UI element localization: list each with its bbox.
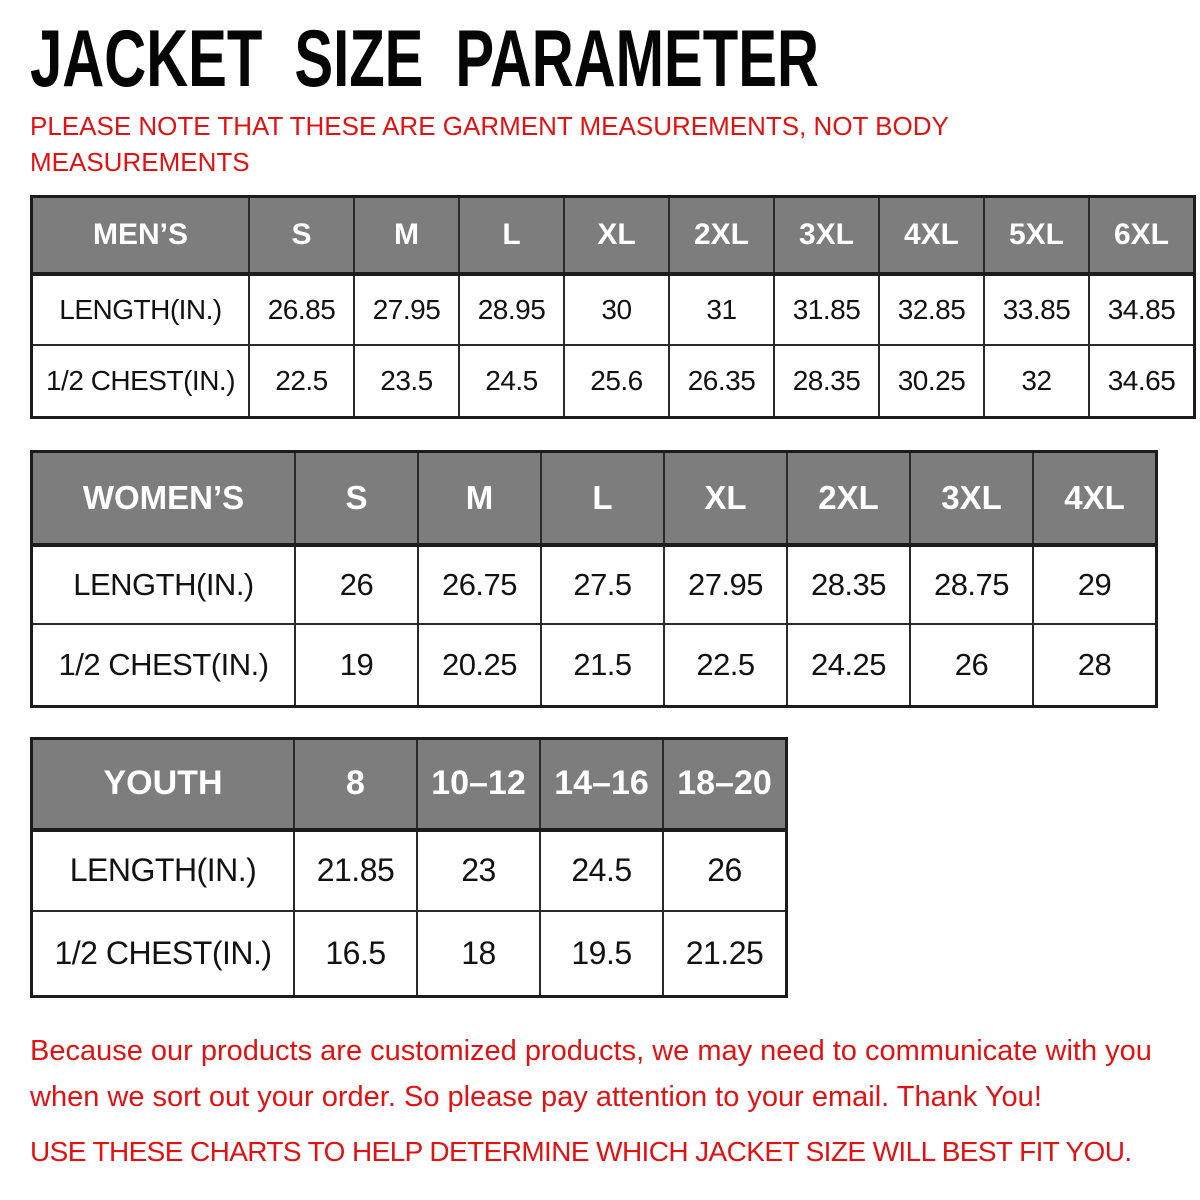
measurement-value-cell: 34.65 [1089, 345, 1195, 418]
measurement-value-cell: 21.5 [541, 624, 664, 707]
size-header-cell: 10–12 [417, 739, 540, 830]
size-header-cell: L [541, 452, 664, 545]
measurement-value-cell: 21.85 [294, 830, 417, 911]
size-header-cell: XL [664, 452, 787, 545]
measurement-value-cell: 26.35 [669, 345, 774, 418]
row-label-cell: LENGTH(IN.) [32, 830, 295, 911]
row-label-cell: LENGTH(IN.) [32, 274, 250, 345]
size-header-cell: 2XL [787, 452, 910, 545]
note-line-1: PLEASE NOTE THAT THESE ARE GARMENT MEASUREMENTS, NOT BODY [30, 111, 949, 141]
measurement-value-cell: 24.25 [787, 624, 910, 707]
measurement-value-cell: 28.35 [774, 345, 879, 418]
measurement-value-cell: 33.85 [984, 274, 1089, 345]
measurement-value-cell: 23.5 [354, 345, 459, 418]
size-header-cell: XL [564, 197, 669, 274]
size-header-cell: L [459, 197, 564, 274]
size-header-cell: M [354, 197, 459, 274]
size-header-cell: 5XL [984, 197, 1089, 274]
measurement-value-cell: 18 [417, 911, 540, 997]
measurement-value-cell: 32 [984, 345, 1089, 418]
measurement-value-cell: 28.35 [787, 545, 910, 624]
size-header-cell: 2XL [669, 197, 774, 274]
size-header-cell: 4XL [1033, 452, 1157, 545]
size-header-cell: 4XL [879, 197, 984, 274]
table-row [32, 911, 787, 997]
measurement-value-cell: 26 [295, 545, 418, 624]
measurement-value-cell: 28.75 [910, 545, 1033, 624]
customization-notice-line-1: Because our products are customized products, we may need to communicate with you [30, 1035, 1152, 1067]
youth-size-table [30, 737, 788, 998]
measurement-value-cell: 32.85 [879, 274, 984, 345]
size-header-cell: 8 [294, 739, 417, 830]
measurement-value-cell: 26 [910, 624, 1033, 707]
measurement-value-cell: 31.85 [774, 274, 879, 345]
size-header-cell: M [418, 452, 541, 545]
measurement-value-cell: 16.5 [294, 911, 417, 997]
size-header-cell: 3XL [774, 197, 879, 274]
youth-header-row [32, 739, 787, 830]
row-label-cell: 1/2 CHEST(IN.) [32, 911, 295, 997]
measurement-value-cell: 19 [295, 624, 418, 707]
table-row [32, 830, 787, 911]
measurement-value-cell: 26 [663, 830, 787, 911]
measurement-value-cell: 20.25 [418, 624, 541, 707]
measurement-value-cell: 31 [669, 274, 774, 345]
measurement-value-cell: 26.85 [249, 274, 354, 345]
table-title-cell: MEN’S [32, 197, 250, 274]
table-row [32, 274, 1195, 345]
measurement-value-cell: 27.95 [354, 274, 459, 345]
row-label-cell: 1/2 CHEST(IN.) [32, 624, 296, 707]
size-header-cell: 14–16 [540, 739, 663, 830]
measurement-value-cell: 28.95 [459, 274, 564, 345]
row-label-cell: 1/2 CHEST(IN.) [32, 345, 250, 418]
table-row [32, 624, 1157, 707]
table-title-cell: YOUTH [32, 739, 295, 830]
measurement-value-cell: 29 [1033, 545, 1157, 624]
measurement-value-cell: 28 [1033, 624, 1157, 707]
customization-notice [30, 1028, 1195, 1120]
measurement-value-cell: 24.5 [540, 830, 663, 911]
table-title-cell: WOMEN’S [32, 452, 296, 545]
size-header-cell: S [295, 452, 418, 545]
measurement-value-cell: 30 [564, 274, 669, 345]
measurement-value-cell: 26.75 [418, 545, 541, 624]
measurement-value-cell: 24.5 [459, 345, 564, 418]
chart-usage-instruction: USE THESE CHARTS TO HELP DETERMINE WHICH JACKET SIZE WILL BEST FIT YOU. [30, 1136, 1132, 1167]
size-header-cell: 6XL [1089, 197, 1195, 274]
measurement-value-cell: 21.25 [663, 911, 787, 997]
row-label-cell: LENGTH(IN.) [32, 545, 296, 624]
mens-header-row [32, 197, 1195, 274]
measurement-value-cell: 22.5 [249, 345, 354, 418]
customization-notice-line-2: when we sort out your order. So please pay attention to your email. Thank You! [30, 1081, 1042, 1113]
table-row [32, 345, 1195, 418]
size-header-cell: 18–20 [663, 739, 787, 830]
measurement-value-cell: 25.6 [564, 345, 669, 418]
measurement-value-cell: 27.95 [664, 545, 787, 624]
measurement-value-cell: 22.5 [664, 624, 787, 707]
garment-measurement-note [30, 108, 949, 180]
page-title: JACKET SIZE PARAMETER [30, 12, 819, 104]
size-header-cell: S [249, 197, 354, 274]
womens-header-row [32, 452, 1157, 545]
measurement-value-cell: 30.25 [879, 345, 984, 418]
measurement-value-cell: 34.85 [1089, 274, 1195, 345]
table-row [32, 545, 1157, 624]
measurement-value-cell: 19.5 [540, 911, 663, 997]
size-header-cell: 3XL [910, 452, 1033, 545]
note-line-2: MEASUREMENTS [30, 147, 250, 177]
mens-size-table [30, 195, 1196, 419]
measurement-value-cell: 23 [417, 830, 540, 911]
measurement-value-cell: 27.5 [541, 545, 664, 624]
womens-size-table [30, 450, 1158, 708]
